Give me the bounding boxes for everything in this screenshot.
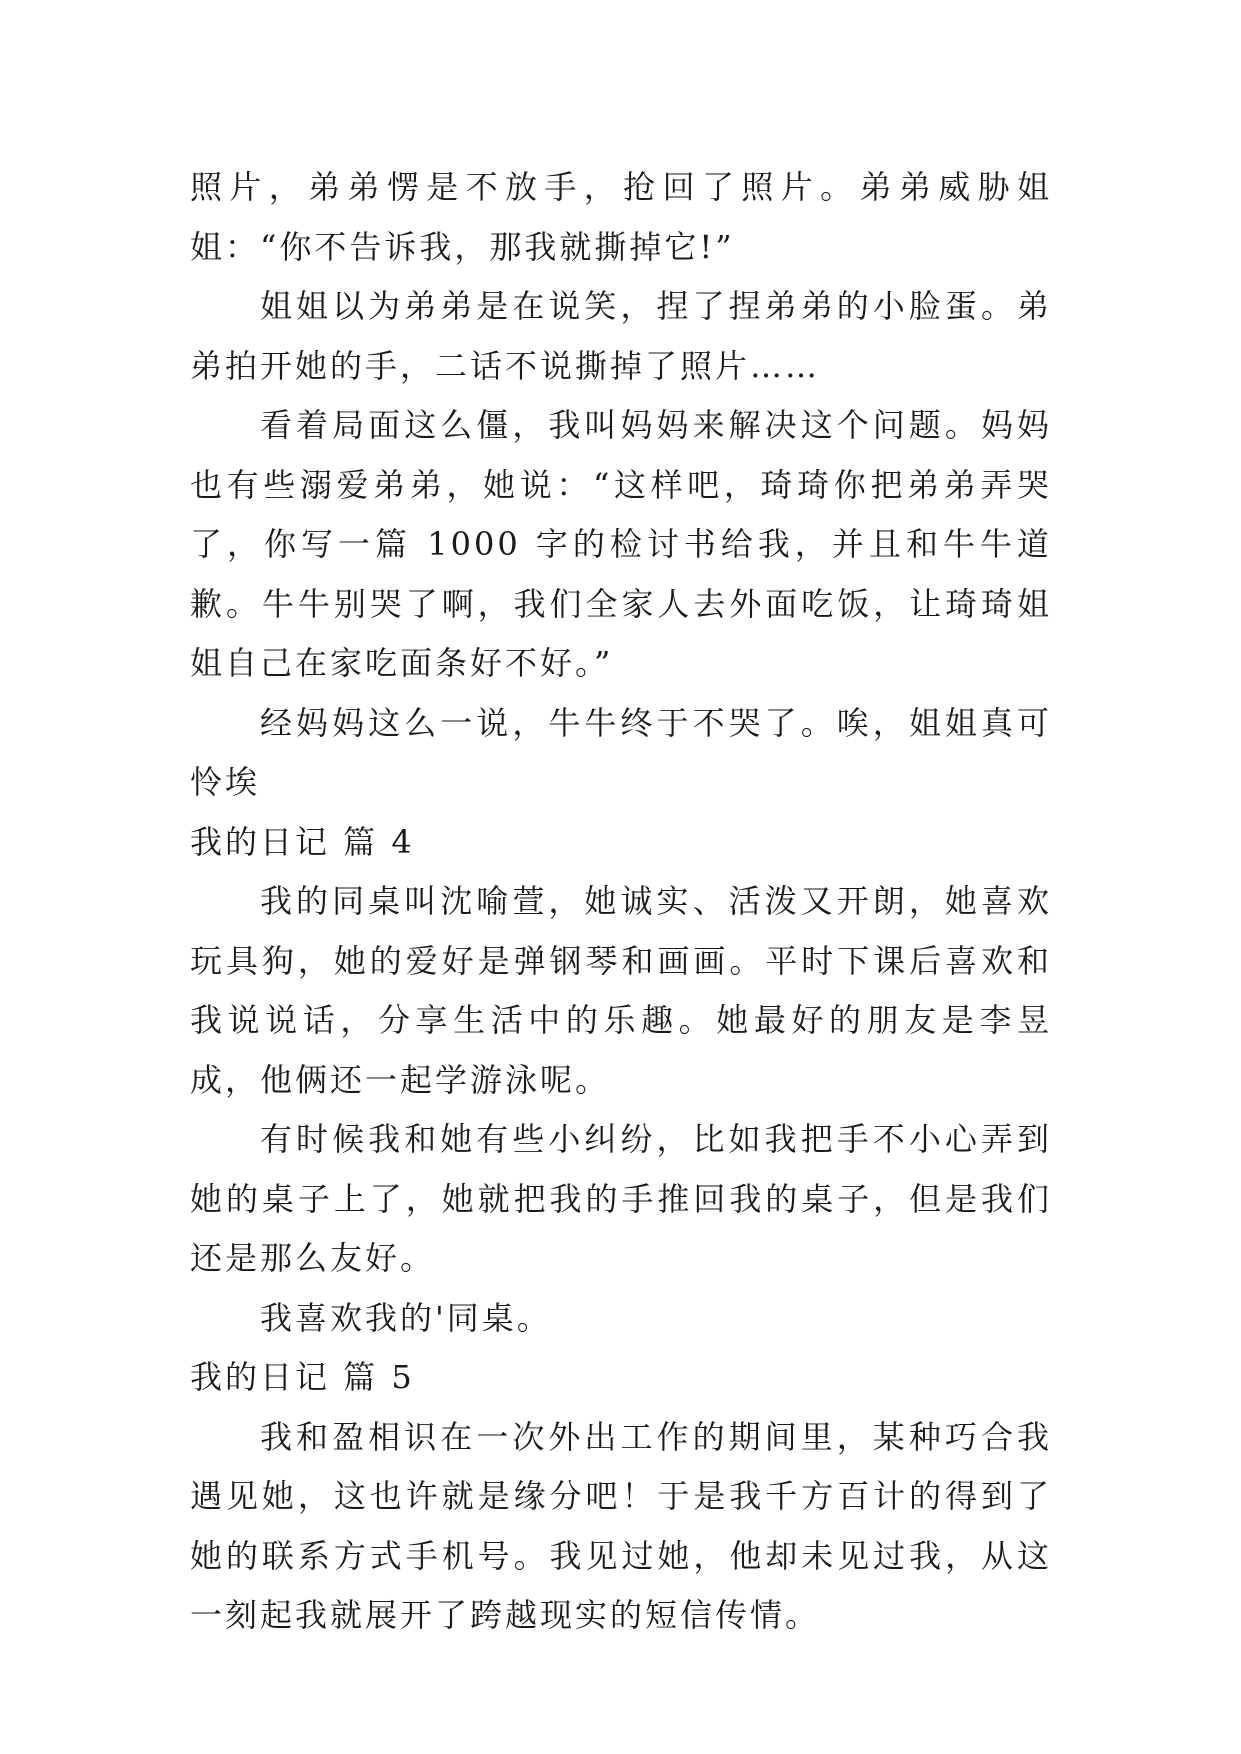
paragraph: 有时候我和她有些小纠纷，比如我把手不小心弄到她的桌子上了，她就把我的手推回我的桌子，但是我们还是那么友好。: [190, 1120, 1052, 1277]
paragraph: 我和盈相识在一次外出工作的期间里，某种巧合我遇见她，这也许就是缘分吧！于是我千方百计的得到了她的联系方式手机号。我见过她，他却未见过我，从这一刻起我就展开了跨越现实的短信传情。: [190, 1417, 1052, 1634]
paragraph: 我的同桌叫沈喻萱，她诚实、活泼又开朗，她喜欢玩具狗，她的爱好是弹钢琴和画画。平时下课后喜欢和我说说话，分享生活中的乐趣。她最好的朋友是李昱成，他俩还一起学游泳呢。: [190, 882, 1052, 1099]
paragraph: 照片，弟弟愣是不放手，抢回了照片。弟弟威胁姐姐：“你不告诉我，那我就撕掉它!”: [190, 168, 1052, 266]
paragraph: 看着局面这么僵，我叫妈妈来解决这个问题。妈妈也有些溺爱弟弟，她说：“这样吧，琦琦你把弟弟弄哭了，你写一篇 1000 字的检讨书给我，并且和牛牛道歉。牛牛别哭了啊，我们全家人去外面吃饭，让琦琦姐姐自己在家吃面条好不好。”: [190, 406, 1052, 682]
paragraph: 我喜欢我的'同桌。: [260, 1298, 552, 1337]
paragraph: 姐姐以为弟弟是在说笑，捏了捏弟弟的小脸蛋。弟弟拍开她的手，二话不说撕掉了照片……: [190, 287, 1052, 385]
section-heading: 我的日记 篇 5: [190, 1358, 415, 1396]
section-heading: 我的日记 篇 4: [190, 822, 415, 861]
paragraph: 经妈妈这么一说，牛牛终于不哭了。唉，姐姐真可怜埃: [190, 703, 1052, 801]
document-body: [190, 158, 1052, 1646]
